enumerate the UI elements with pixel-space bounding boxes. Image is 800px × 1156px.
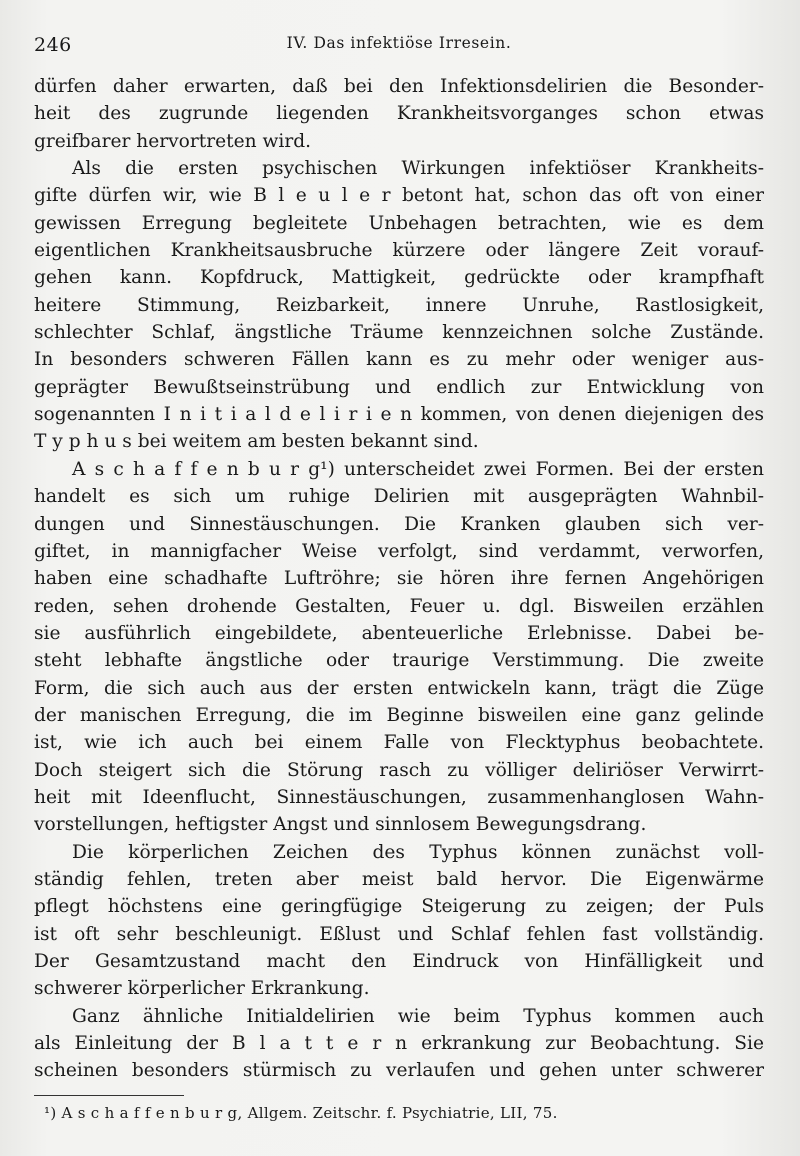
text-line: sogenannten I n i t i a l d e l i r i e n kommen, von denen diejenigen des: [34, 404, 764, 426]
text-line: heit des zugrunde liegenden Krankheitsvorganges schon etwas: [34, 103, 764, 125]
text-line: T y p h u s bei weitem am besten bekannt sind.: [34, 431, 479, 453]
text-line: schlechter Schlaf, ängstliche Träume kennzeichnen solche Zustände.: [34, 322, 764, 344]
text-line: haben eine schadhafte Luftröhre; sie hören ihre fernen Angehörigen: [34, 568, 764, 590]
text-line: In besonders schweren Fällen kann es zu mehr oder weniger aus-: [34, 349, 764, 371]
text-line: ständig fehlen, treten aber meist bald hervor. Die Eigenwärme: [34, 868, 764, 890]
text-line: als Einleitung der B l a t t e r n erkrankung zur Beobachtung. Sie: [34, 1033, 764, 1055]
text-line: Form, die sich auch aus der ersten entwickeln kann, trägt die Züge: [34, 677, 764, 699]
text-line: handelt es sich um ruhige Delirien mit ausgeprägten Wahnbil-: [34, 486, 764, 508]
footnote: ¹) A s c h a f f e n b u r g, Allgem. Zeitschr. f. Psychiatrie, LII, 75.: [44, 1104, 558, 1122]
text-line: Doch steigert sich die Störung rasch zu völliger deliriöser Verwirrt-: [34, 759, 764, 781]
text-line: geprägter Bewußtseinstrübung und endlich zur Entwicklung von: [34, 376, 764, 398]
text-line: ist, wie ich auch bei einem Falle von Flecktyphus beobachtete.: [34, 732, 764, 754]
text-line: der manischen Erregung, die im Beginne bisweilen eine ganz gelinde: [34, 704, 764, 726]
text-line: A s c h a f f e n b u r g¹) unterscheidet zwei Formen. Bei der ersten: [72, 458, 764, 480]
running-head: IV. Das infektiöse Irresein.: [286, 34, 512, 52]
page-header: [34, 30, 764, 60]
footnote-rule: [34, 1095, 184, 1096]
text-line: gewissen Erregung begleitete Unbehagen betrachten, wie es dem: [34, 212, 764, 234]
text-line: schwerer körperlicher Erkrankung.: [34, 978, 370, 1000]
text-line: giftet, in mannigfacher Weise verfolgt, sind verdammt, verworfen,: [34, 540, 764, 562]
text-line: heit mit Ideenflucht, Sinnestäuschungen, zusammenhanglosen Wahn-: [34, 786, 764, 808]
text-line: sie ausführlich eingebildete, abenteuerliche Erlebnisse. Dabei be-: [34, 622, 764, 644]
text-line: scheinen besonders stürmisch zu verlaufen und gehen unter schwerer: [34, 1060, 764, 1082]
body-text: [34, 73, 764, 1085]
text-line: vorstellungen, heftigster Angst und sinnlosem Bewegungsdrang.: [34, 814, 647, 836]
page-number: 246: [34, 34, 72, 56]
text-line: gifte dürfen wir, wie B l e u l e r betont hat, schon das oft von einer: [34, 185, 764, 207]
text-line: steht lebhafte ängstliche oder traurige Verstimmung. Die zweite: [34, 650, 764, 672]
text-line: Der Gesamtzustand macht den Eindruck von Hinfälligkeit und: [34, 951, 764, 972]
text-line: dungen und Sinnestäuschungen. Die Kranken glauben sich ver-: [34, 513, 764, 535]
text-line: Als die ersten psychischen Wirkungen infektiöser Krankheits-: [72, 158, 764, 180]
text-line: reden, sehen drohende Gestalten, Feuer u. dgl. Bisweilen erzählen: [34, 595, 764, 617]
text-line: gehen kann. Kopfdruck, Mattigkeit, gedrückte oder krampfhaft: [34, 267, 764, 289]
text-line: eigentlichen Krankheitsausbruche kürzere oder längere Zeit vorauf-: [34, 240, 764, 262]
text-line: ist oft sehr beschleunigt. Eßlust und Schlaf fehlen fast vollständig.: [34, 923, 764, 945]
text-line: pflegt höchstens eine geringfügige Steigerung zu zeigen; der Puls: [34, 896, 764, 918]
text-line: Die körperlichen Zeichen des Typhus können zunächst voll-: [72, 841, 764, 863]
text-line: Ganz ähnliche Initialdelirien wie beim Typhus kommen auch: [72, 1005, 764, 1027]
text-line: greifbarer hervortreten wird.: [34, 130, 312, 152]
text-line: heitere Stimmung, Reizbarkeit, innere Unruhe, Rastlosigkeit,: [34, 294, 764, 316]
text-line: dürfen daher erwarten, daß bei den Infektionsdelirien die Besonder-: [34, 76, 764, 97]
